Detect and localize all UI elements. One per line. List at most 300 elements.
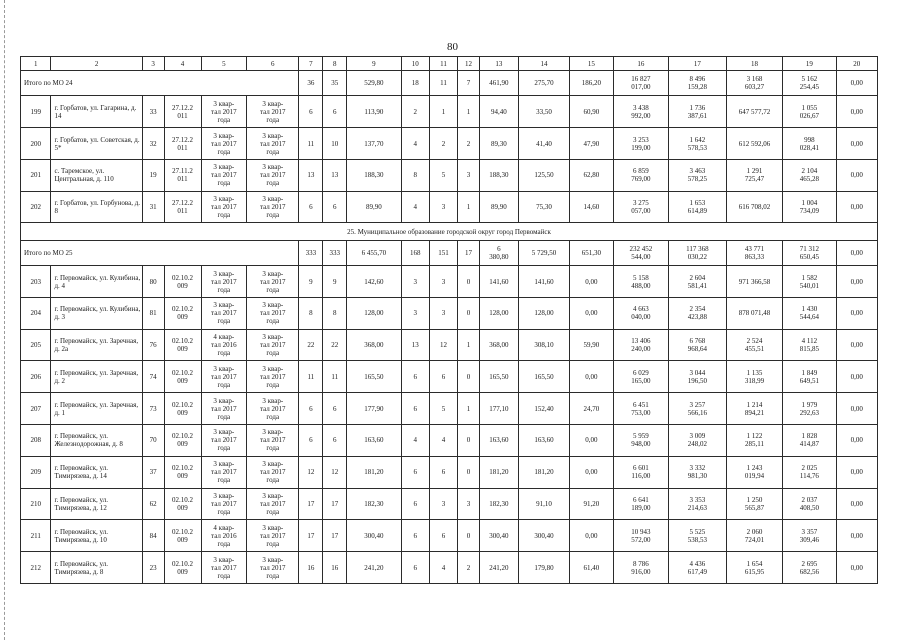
data-cell: 13 [401,329,429,361]
data-cell: 3 463 578,25 [669,159,727,191]
data-cell: 3 квар- тал 2017 года [247,159,299,191]
data-cell: 2 104 465,28 [783,159,836,191]
address-cell: г. Первомайск, ул. Тимирязева, д. 12 [51,488,142,520]
data-cell: 142,60 [347,266,401,298]
section-heading-row [21,223,878,241]
data-cell: 0 [458,361,480,393]
data-cell: 3 квар- тал 2017 года [247,329,299,361]
data-cell: 3 квар- тал 2017 года [201,393,247,425]
data-cell: 128,00 [519,297,570,329]
data-cell: 0,00 [836,520,877,552]
data-cell: 89,90 [479,191,518,223]
data-cell: 6 [401,520,429,552]
total-value-cell: 151 [429,241,457,266]
data-cell: 0,00 [836,159,877,191]
data-cell: 2 [458,552,480,584]
data-cell: 22 [323,329,347,361]
data-cell: 8 [299,297,323,329]
data-cell: 23 [142,552,164,584]
table-row [21,393,878,425]
data-cell: 11 [299,361,323,393]
data-cell: 177,90 [347,393,401,425]
data-cell: 17 [299,488,323,520]
data-cell: 0 [458,266,480,298]
data-cell: 10 943 572,00 [613,520,668,552]
data-cell: 6 [323,191,347,223]
data-cell: 3 квар- тал 2017 года [247,297,299,329]
data-cell: 6 [299,191,323,223]
total-value-cell: 18 [401,71,429,96]
data-cell: 4 [429,552,457,584]
data-cell: 6 [429,456,457,488]
data-cell: 647 577,72 [726,96,783,128]
data-cell: 1 736 387,61 [669,96,727,128]
data-cell: 1 250 565,87 [726,488,783,520]
data-cell: 128,00 [479,297,518,329]
data-cell: 3 009 248,02 [669,425,727,457]
data-cell: 2 524 455,51 [726,329,783,361]
data-cell: 02.10.2 009 [164,456,201,488]
left-margin-rule [4,0,5,640]
address-cell: г. Горбатов, ул. Советская, д. 5* [51,128,142,160]
data-cell: 165,50 [347,361,401,393]
data-cell: 91,20 [570,488,614,520]
data-cell: 02.10.2 009 [164,520,201,552]
data-cell: 1 979 292,63 [783,393,836,425]
data-cell: 6 [299,393,323,425]
data-cell: 179,80 [519,552,570,584]
address-cell: г. Первомайск, ул. Железнодорожная, д. 8 [51,425,142,457]
data-cell: 300,40 [479,520,518,552]
data-cell: 47,90 [570,128,614,160]
row-number-cell: 199 [21,96,51,128]
address-cell: г. Первомайск, ул. Тимирязева, д. 14 [51,456,142,488]
row-number-cell: 211 [21,520,51,552]
data-cell: 6 [401,361,429,393]
data-cell: 1 [458,329,480,361]
data-cell: 9 [299,266,323,298]
data-cell: 5 525 538,53 [669,520,727,552]
total-value-cell: 3 168 603,27 [726,71,783,96]
table-row [21,191,878,223]
data-cell: 4 квар- тал 2016 года [201,520,247,552]
data-cell: 3 квар- тал 2017 года [201,361,247,393]
data-cell: 188,30 [347,159,401,191]
data-cell: 0,00 [570,425,614,457]
data-cell: 181,20 [519,456,570,488]
data-cell: 177,10 [479,393,518,425]
table-row [21,552,878,584]
data-cell: 0,00 [836,128,877,160]
data-cell: 3 квар- тал 2017 года [247,425,299,457]
data-cell: 33,50 [519,96,570,128]
total-value-cell: 8 496 159,28 [669,71,727,96]
total-value-cell: 186,20 [570,71,614,96]
data-cell: 1 653 614,89 [669,191,727,223]
data-cell: 0 [458,456,480,488]
total-row-mo25 [21,241,878,266]
data-cell: 165,50 [519,361,570,393]
row-number-cell: 207 [21,393,51,425]
table-row [21,329,878,361]
data-cell: 3 квар- тал 2017 года [247,520,299,552]
data-cell: 3 квар- тал 2017 года [247,191,299,223]
data-cell: 6 [401,456,429,488]
column-number-cell: 8 [323,57,347,71]
data-cell: 113,90 [347,96,401,128]
data-cell: 41,40 [519,128,570,160]
data-cell: 368,00 [347,329,401,361]
data-cell: 3 квар- тал 2017 года [247,266,299,298]
data-cell: 125,50 [519,159,570,191]
table-row [21,425,878,457]
data-cell: 24,70 [570,393,614,425]
data-cell: 1 135 318,99 [726,361,783,393]
data-cell: 3 [429,297,457,329]
data-cell: 02.10.2 009 [164,552,201,584]
data-cell: 3 [458,488,480,520]
table-row [21,520,878,552]
total-value-cell: 17 [458,241,480,266]
data-cell: 0,00 [836,191,877,223]
row-number-cell: 209 [21,456,51,488]
data-cell: 6 [429,361,457,393]
data-cell: 9 [323,266,347,298]
data-cell: 22 [299,329,323,361]
data-cell: 0,00 [836,361,877,393]
data-cell: 0,00 [836,266,877,298]
data-cell: 70 [142,425,164,457]
column-number-cell: 13 [479,57,518,71]
data-cell: 3 [401,266,429,298]
data-cell: 17 [299,520,323,552]
total-value-cell: 461,90 [479,71,518,96]
total-value-cell: 0,00 [836,241,877,266]
data-cell: 3 353 214,63 [669,488,727,520]
data-cell: 27.12.2 011 [164,128,201,160]
data-cell: 0 [458,425,480,457]
data-cell: 181,20 [479,456,518,488]
data-cell: 1 [458,191,480,223]
data-cell: 182,30 [347,488,401,520]
total-value-cell: 36 [299,71,323,96]
total-value-cell: 7 [458,71,480,96]
data-cell: 6 [323,393,347,425]
data-cell: 13 [323,159,347,191]
address-cell: г. Горбатов, ул. Горбунова, д. 8 [51,191,142,223]
data-cell: 5 959 948,00 [613,425,668,457]
table-row [21,159,878,191]
total-value-cell: 35 [323,71,347,96]
data-cell: 11 [299,128,323,160]
data-cell: 163,60 [479,425,518,457]
column-number-cell: 14 [519,57,570,71]
column-number-cell: 2 [51,57,142,71]
data-cell: 60,90 [570,96,614,128]
data-cell: 6 [401,393,429,425]
data-cell: 181,20 [347,456,401,488]
column-number-cell: 11 [429,57,457,71]
data-cell: 3 [429,488,457,520]
page-number: 80 [447,41,458,53]
data-cell: 3 квар- тал 2017 года [201,128,247,160]
data-cell: 19 [142,159,164,191]
data-cell: 1 849 649,51 [783,361,836,393]
column-number-cell: 15 [570,57,614,71]
total-label: Итого по МО 25 [21,241,299,266]
data-cell: 0,00 [570,361,614,393]
data-cell: 612 592,06 [726,128,783,160]
data-cell: 17 [323,488,347,520]
data-cell: 0,00 [836,96,877,128]
total-value-cell: 232 452 544,00 [613,241,668,266]
total-value-cell: 11 [429,71,457,96]
address-cell: г. Горбатов, ул. Гагарина, д. 14 [51,96,142,128]
data-cell: 5 [429,393,457,425]
data-cell: 61,40 [570,552,614,584]
data-cell: 6 [429,520,457,552]
data-cell: 3 квар- тал 2017 года [201,488,247,520]
data-cell: 6 859 769,00 [613,159,668,191]
data-cell: 3 квар- тал 2017 года [247,128,299,160]
data-cell: 16 [299,552,323,584]
data-cell: 76 [142,329,164,361]
data-cell: 91,10 [519,488,570,520]
data-cell: 12 [299,456,323,488]
data-cell: 02.10.2 009 [164,393,201,425]
data-cell: 0,00 [570,297,614,329]
column-number-cell: 3 [142,57,164,71]
data-cell: 5 [429,159,457,191]
data-cell: 3 квар- тал 2017 года [201,297,247,329]
data-cell: 32 [142,128,164,160]
total-value-cell: 168 [401,241,429,266]
data-cell: 3 332 981,30 [669,456,727,488]
address-cell: г. Первомайск, ул. Кулибина, д. 4 [51,266,142,298]
data-cell: 308,10 [519,329,570,361]
data-cell: 1 430 544,64 [783,297,836,329]
data-cell: 6 [299,425,323,457]
data-cell: 4 112 815,85 [783,329,836,361]
table-row [21,488,878,520]
data-cell: 3 044 196,50 [669,361,727,393]
table-row [21,266,878,298]
data-cell: 3 квар- тал 2017 года [247,361,299,393]
address-cell: г. Первомайск, ул. Заречная, д. 2 [51,361,142,393]
data-cell: 4 квар- тал 2016 года [201,329,247,361]
data-cell: 3 квар- тал 2017 года [247,96,299,128]
data-cell: 27.12.2 011 [164,96,201,128]
column-number-cell: 12 [458,57,480,71]
total-row-mo24 [21,71,878,96]
data-cell: 0,00 [836,329,877,361]
data-cell: 4 436 617,49 [669,552,727,584]
data-cell: 163,60 [519,425,570,457]
data-cell: 16 [323,552,347,584]
data-cell: 998 028,41 [783,128,836,160]
data-cell: 12 [429,329,457,361]
data-cell: 3 [429,191,457,223]
data-cell: 5 158 488,00 [613,266,668,298]
data-cell: 6 [401,552,429,584]
data-cell: 0 [458,520,480,552]
column-number-cell: 4 [164,57,201,71]
data-cell: 3 253 199,00 [613,128,668,160]
data-cell: 1 243 019,94 [726,456,783,488]
data-cell: 6 451 753,00 [613,393,668,425]
data-cell: 14,60 [570,191,614,223]
row-number-cell: 202 [21,191,51,223]
total-value-cell: 5 162 254,45 [783,71,836,96]
table-row [21,361,878,393]
data-cell: 37 [142,456,164,488]
total-value-cell: 333 [299,241,323,266]
data-cell: 3 [401,297,429,329]
data-cell: 4 [401,425,429,457]
data-cell: 128,00 [347,297,401,329]
data-cell: 6 [323,96,347,128]
data-cell: 80 [142,266,164,298]
data-cell: 11 [323,361,347,393]
table-row [21,297,878,329]
data-cell: 3 357 309,46 [783,520,836,552]
data-cell: 6 601 116,00 [613,456,668,488]
data-cell: 17 [323,520,347,552]
row-number-cell: 206 [21,361,51,393]
data-cell: 3 275 057,00 [613,191,668,223]
data-cell: 3 257 566,16 [669,393,727,425]
data-cell: 165,50 [479,361,518,393]
table-row [21,456,878,488]
data-cell: 59,90 [570,329,614,361]
data-cell: 2 [401,96,429,128]
data-cell: 0,00 [570,520,614,552]
data-cell: 6 [323,425,347,457]
data-cell: 6 [401,488,429,520]
data-cell: 6 [299,96,323,128]
data-cell: 0,00 [836,488,877,520]
data-cell: 10 [323,128,347,160]
data-cell: 2 [458,128,480,160]
data-cell: 3 квар- тал 2017 года [247,393,299,425]
data-cell: 3 квар- тал 2017 года [247,488,299,520]
data-cell: 241,20 [479,552,518,584]
data-cell: 73 [142,393,164,425]
data-cell: 0 [458,297,480,329]
data-cell: 137,70 [347,128,401,160]
data-cell: 878 071,48 [726,297,783,329]
data-cell: 3 квар- тал 2017 года [247,552,299,584]
data-cell: 31 [142,191,164,223]
housing-register-table [20,56,878,584]
data-cell: 141,60 [479,266,518,298]
data-cell: 89,30 [479,128,518,160]
data-cell: 188,30 [479,159,518,191]
data-cell: 74 [142,361,164,393]
data-cell: 0,00 [836,393,877,425]
data-cell: 84 [142,520,164,552]
data-cell: 1 828 414,87 [783,425,836,457]
total-label: Итого по МО 24 [21,71,299,96]
data-cell: 62,80 [570,159,614,191]
data-cell: 3 квар- тал 2017 года [201,96,247,128]
data-cell: 3 квар- тал 2017 года [201,425,247,457]
total-value-cell: 333 [323,241,347,266]
data-cell: 141,60 [519,266,570,298]
column-number-header-row [21,57,878,71]
data-cell: 1 [458,393,480,425]
column-number-cell: 5 [201,57,247,71]
data-cell: 616 708,02 [726,191,783,223]
data-cell: 241,20 [347,552,401,584]
data-cell: 3 квар- тал 2017 года [201,552,247,584]
data-cell: 3 квар- тал 2017 года [247,456,299,488]
row-number-cell: 212 [21,552,51,584]
data-cell: 6 641 189,00 [613,488,668,520]
total-value-cell: 529,80 [347,71,401,96]
data-cell: 0,00 [836,552,877,584]
address-cell: г. Первомайск, ул. Тимирязева, д. 8 [51,552,142,584]
column-number-cell: 17 [669,57,727,71]
data-cell: 6 029 165,00 [613,361,668,393]
data-cell: 300,40 [519,520,570,552]
data-cell: 0,00 [570,266,614,298]
address-cell: г. Первомайск, ул. Тимирязева, д. 10 [51,520,142,552]
data-cell: 8 786 916,00 [613,552,668,584]
data-cell: 368,00 [479,329,518,361]
address-cell: г. Первомайск, ул. Кулибина, д. 3 [51,297,142,329]
table-row [21,96,878,128]
data-cell: 2 060 724,01 [726,520,783,552]
data-cell: 971 366,58 [726,266,783,298]
data-cell: 1 [429,96,457,128]
data-cell: 2 [429,128,457,160]
section-title: 25. Муниципальное образование городской округ город Первомайск [21,223,878,241]
row-number-cell: 204 [21,297,51,329]
data-cell: 13 [299,159,323,191]
data-cell: 3 квар- тал 2017 года [201,456,247,488]
row-number-cell: 210 [21,488,51,520]
data-cell: 163,60 [347,425,401,457]
data-cell: 8 [323,297,347,329]
column-number-cell: 7 [299,57,323,71]
data-cell: 02.10.2 009 [164,297,201,329]
data-cell: 0,00 [836,297,877,329]
data-cell: 13 406 240,00 [613,329,668,361]
column-number-cell: 6 [247,57,299,71]
address-cell: г. Первомайск, ул. Заречная, д. 2а [51,329,142,361]
data-cell: 3 438 992,00 [613,96,668,128]
address-cell: с. Таремское, ул. Центральная, д. 110 [51,159,142,191]
data-cell: 02.10.2 009 [164,361,201,393]
data-cell: 02.10.2 009 [164,425,201,457]
data-cell: 1 582 540,01 [783,266,836,298]
column-number-cell: 20 [836,57,877,71]
data-cell: 4 [401,191,429,223]
row-number-cell: 200 [21,128,51,160]
data-cell: 3 [458,159,480,191]
total-value-cell: 6 455,70 [347,241,401,266]
data-cell: 3 [429,266,457,298]
total-value-cell: 651,30 [570,241,614,266]
data-cell: 27.11.2 011 [164,159,201,191]
data-cell: 8 [401,159,429,191]
address-cell: г. Первомайск, ул. Заречная, д. 1 [51,393,142,425]
data-cell: 2 604 581,41 [669,266,727,298]
data-cell: 94,40 [479,96,518,128]
data-cell: 27.12.2 011 [164,191,201,223]
data-cell: 152,40 [519,393,570,425]
